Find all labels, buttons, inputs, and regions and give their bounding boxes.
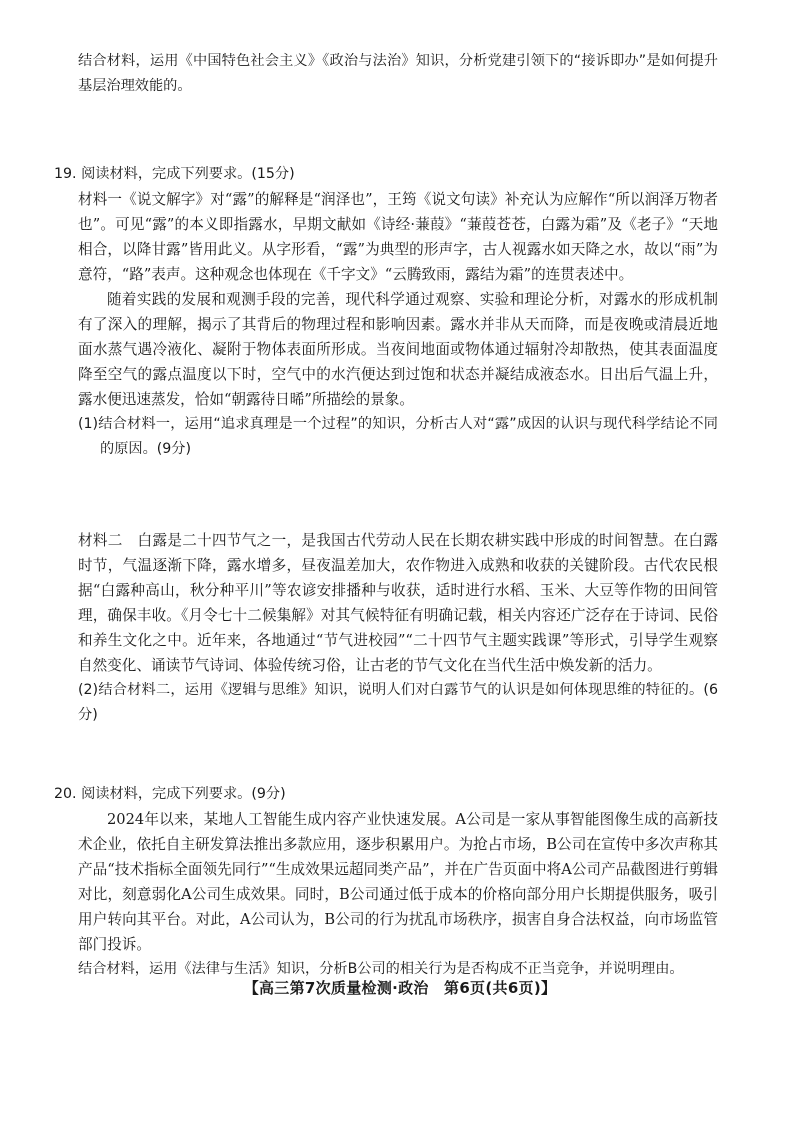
q19-subquestion-1: (1)结合材料一，运用“追求真理是一个过程”的知识，分析古人对“露”成因的认识与现代科学结论不同的原因。(9分) bbox=[78, 416, 718, 457]
q18-tail-block bbox=[78, 49, 718, 99]
q19-material1-para1: 材料一《说文解字》对“露”的解释是“润泽也”，王筠《说文句读》补充认为应解作“所以润泽万物者也”。可见“露”的本义即指露水，早期文献如《诗经·蒹葭》“蒹葭苍苍，白露为霜”及《老子》“天地相合，以降甘露”皆用此义。从字形看，“露”为典型的形声字，古人视露水如天降之水，故以“雨”为意符，“路”表声。这种观念也体现在《千字文》“云腾致雨，露结为霜”的连贯表述中。 bbox=[78, 191, 718, 283]
q20-block bbox=[54, 782, 718, 982]
q20-heading: 20. 阅读材料，完成下列要求。(9分) bbox=[54, 786, 286, 802]
q18-task-text: 结合材料，运用《中国特色社会主义》《政治与法治》知识，分析党建引领下的“接诉即办”是如何提升基层治理效能的。 bbox=[78, 53, 718, 94]
q19-material2-block bbox=[78, 528, 718, 728]
q19-material2-text: 材料二 白露是二十四节气之一，是我国古代劳动人民在长期农耕实践中形成的时间智慧。在白露时节，气温逐渐下降，露水增多，昼夜温差加大，农作物进入成熟和收获的关键阶段。古代农民根据“白露种高山，秋分种平川”等农谚安排播种与收获，适时进行水稻、玉米、大豆等作物的田间管理，确保丰收。《月令七十二候集解》对其气候特征有明确记载，相关内容还广泛存在于诗词、民俗和养生文化之中。近年来，各地通过“节气进校园”“二十四节气主题实践课”等形式，引导学生观察自然变化、诵读节气诗词、体验传统习俗，让古老的节气文化在当代生活中焕发新的活力。 bbox=[78, 532, 718, 674]
q20-material-text: 2024年以来，某地人工智能生成内容产业快速发展。A公司是一家从事智能图像生成的高新技术企业，依托自主研发算法推出多款应用，逐步积累用户。为抢占市场，B公司在宣传中多次声称其产品“技术指标全面领先同行”“生成效果远超同类产品”，并在广告页面中将A公司产品截图进行剪辑对比，刻意弱化A公司生成效果。同时，B公司通过低于成本的价格向部分用户长期提供服务，吸引用户转向其平台。对此，A公司认为，B公司的行为扰乱市场秩序，损害自身合法权益，向市场监管部门投诉。 bbox=[78, 811, 718, 953]
page-footer: 【高三第7次质量检测·政治 第6页(共6页)】 bbox=[243, 979, 557, 997]
q19-heading: 19. 阅读材料，完成下列要求。(15分) bbox=[54, 166, 295, 182]
q19-material1-para2: 随着实践的发展和观测手段的完善，现代科学通过观察、实验和理论分析，对露水的形成机制有了深入的理解，揭示了其背后的物理过程和影响因素。露水并非从天而降，而是夜晚或清晨近地面水蒸气遇冷液化、凝附于物体表面所形成。当夜间地面或物体通过辐射冷却散热，使其表面温度降至空气的露点温度以下时，空气中的水汽便达到过饱和状态并凝结成液态水。日出后气温上升，露水便迅速蒸发，恰如“朝露待日晞”所描绘的景象。 bbox=[78, 291, 718, 408]
q20-task-text: 结合材料，运用《法律与生活》知识，分析B公司的相关行为是否构成不正当竞争，并说明理由。 bbox=[78, 961, 684, 977]
q19-subquestion-2: (2)结合材料二，运用《逻辑与思维》知识，说明人们对白露节气的认识是如何体现思维的特征的。(6分) bbox=[78, 682, 718, 723]
q19-block bbox=[54, 162, 718, 462]
